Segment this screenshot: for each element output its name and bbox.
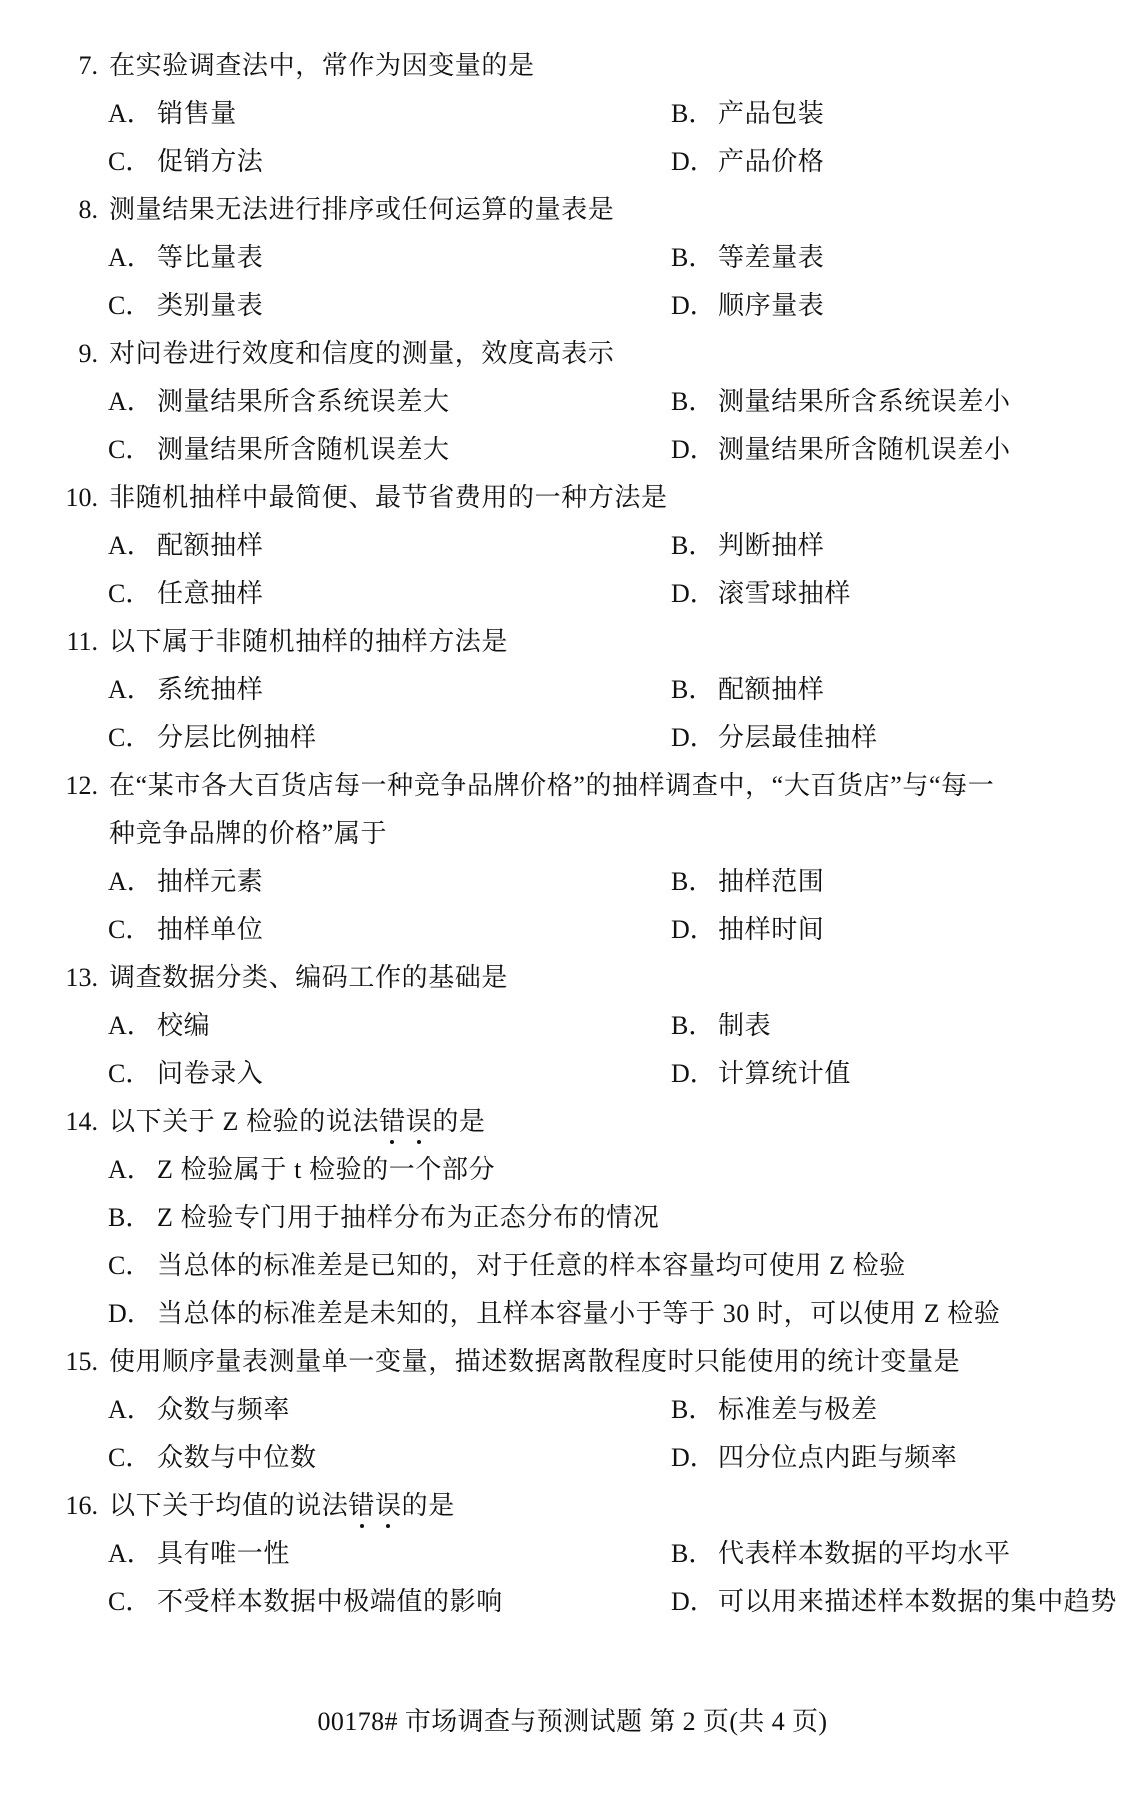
stem-text: 以下关于 Z 检验的说法: [109, 1107, 380, 1136]
option-label-c: C．: [108, 291, 152, 320]
question-number: 8.: [78, 195, 98, 224]
option-label-c: C．: [108, 1443, 152, 1472]
option-row: [0, 522, 1145, 570]
option-c: 任意抽样: [157, 579, 264, 608]
question-number: 14.: [65, 1107, 98, 1136]
option-label-a: A．: [108, 1539, 153, 1568]
option-a: 销售量: [157, 99, 237, 128]
option-label-a: A．: [108, 675, 153, 704]
option-d: 当总体的标准差是未知的，且样本容量小于等于 30 时，可以使用 Z 检验: [157, 1299, 1001, 1328]
option-row: [0, 906, 1145, 954]
stem-text: 的是: [401, 1491, 455, 1520]
question-stem-continued: 种竞争品牌的价格”属于: [109, 819, 388, 848]
option-d: 分层最佳抽样: [718, 723, 878, 752]
question-number: 16.: [65, 1491, 98, 1520]
question-7: [0, 42, 1145, 90]
option-label-a: A．: [108, 1011, 153, 1040]
question-number: 11.: [66, 627, 98, 656]
option-row: [0, 234, 1145, 282]
question-stem: 测量结果无法进行排序或任何运算的量表是: [109, 195, 615, 224]
option-row: [0, 282, 1145, 330]
option-label-d: D．: [671, 435, 716, 464]
option-c: 促销方法: [157, 147, 264, 176]
option-row: [0, 714, 1145, 762]
option-a: 抽样元素: [157, 867, 264, 896]
option-d: 滚雪球抽样: [718, 579, 852, 608]
option-label-b: B．: [671, 243, 715, 272]
question-14: [0, 1098, 1145, 1146]
option-b: 等差量表: [718, 243, 825, 272]
option-row: [0, 858, 1145, 906]
option-label-b: B．: [671, 675, 715, 704]
option-c: 测量结果所含随机误差大: [157, 435, 450, 464]
option-label-d: D．: [671, 579, 716, 608]
emphasis-mark: 误: [375, 1491, 402, 1520]
option-d: 可以用来描述样本数据的集中趋势: [718, 1587, 1118, 1616]
option-label-d: D．: [671, 1587, 716, 1616]
option-label-d: D．: [671, 1059, 716, 1088]
option-label-a: A．: [108, 867, 153, 896]
option-label-c: C．: [108, 1587, 152, 1616]
question-15: [0, 1338, 1145, 1386]
stem-text: 以下关于均值的说法: [109, 1491, 349, 1520]
question-stem: 非随机抽样中最简便、最节省费用的一种方法是: [109, 483, 668, 512]
stem-text: 的是: [432, 1107, 486, 1136]
option-label-a: A．: [108, 99, 153, 128]
option-c: 众数与中位数: [157, 1443, 317, 1472]
option-label-b: B．: [671, 531, 715, 560]
option-row: [0, 90, 1145, 138]
option-label-d: D．: [671, 915, 716, 944]
question-number: 7.: [78, 51, 98, 80]
question-number: 10.: [65, 483, 98, 512]
question-stem: 调查数据分类、编码工作的基础是: [109, 963, 509, 992]
option-d: 测量结果所含随机误差小: [718, 435, 1011, 464]
question-stem: 在实验调查法中，常作为因变量的是: [109, 51, 535, 80]
option-label-b: B．: [671, 1539, 715, 1568]
question-stem: 使用顺序量表测量单一变量，描述数据离散程度时只能使用的统计变量是: [109, 1347, 961, 1376]
option-b: 抽样范围: [718, 867, 825, 896]
option-d: 四分位点内距与频率: [718, 1443, 958, 1472]
option-a: 众数与频率: [157, 1395, 291, 1424]
option-row: [0, 426, 1145, 474]
option-d: 计算统计值: [718, 1059, 852, 1088]
option-label-c: C．: [108, 1059, 152, 1088]
option-row: [0, 138, 1145, 186]
option-row: [0, 1290, 1145, 1338]
option-label-c: C．: [108, 723, 152, 752]
question-11: [0, 618, 1145, 666]
option-b: 制表: [718, 1011, 772, 1040]
option-label-a: A．: [108, 1155, 153, 1184]
option-b: 标准差与极差: [718, 1395, 878, 1424]
option-c: 问卷录入: [157, 1059, 264, 1088]
option-label-a: A．: [108, 531, 153, 560]
page-footer: 00178# 市场调查与预测试题 第 2 页(共 4 页): [317, 1707, 828, 1736]
option-label-b: B．: [108, 1203, 152, 1232]
option-a: Z 检验属于 t 检验的一个部分: [157, 1155, 496, 1184]
option-label-c: C．: [108, 915, 152, 944]
option-b: 测量结果所含系统误差小: [718, 387, 1011, 416]
option-a: 具有唯一性: [157, 1539, 291, 1568]
option-b: 产品包装: [718, 99, 825, 128]
option-row: [0, 666, 1145, 714]
option-a: 系统抽样: [157, 675, 264, 704]
option-b: Z 检验专门用于抽样分布为正态分布的情况: [157, 1203, 660, 1232]
option-row: [0, 1242, 1145, 1290]
question-number: 15.: [65, 1347, 98, 1376]
question-12-continued: [0, 810, 1145, 858]
question-stem: 以下属于非随机抽样的抽样方法是: [109, 627, 509, 656]
option-row: [0, 1530, 1145, 1578]
option-b: 代表样本数据的平均水平: [718, 1539, 1011, 1568]
option-c: 分层比例抽样: [157, 723, 317, 752]
question-stem: 在“某市各大百货店每一种竞争品牌价格”的抽样调查中，“大百货店”与“每一: [109, 771, 995, 800]
option-label-d: D．: [671, 1443, 716, 1472]
option-label-b: B．: [671, 387, 715, 416]
option-label-b: B．: [671, 1395, 715, 1424]
option-c: 类别量表: [157, 291, 264, 320]
option-row: [0, 1194, 1145, 1242]
option-label-a: A．: [108, 1395, 153, 1424]
option-label-c: C．: [108, 435, 152, 464]
question-stem: [109, 1482, 455, 1530]
option-row: [0, 1434, 1145, 1482]
option-c: 抽样单位: [157, 915, 264, 944]
option-label-c: C．: [108, 1251, 152, 1280]
option-a: 配额抽样: [157, 531, 264, 560]
question-number: 12.: [65, 771, 98, 800]
option-row: [0, 378, 1145, 426]
option-a: 测量结果所含系统误差大: [157, 387, 450, 416]
option-label-d: D．: [671, 723, 716, 752]
option-label-a: A．: [108, 387, 153, 416]
emphasis-mark: 错: [379, 1107, 406, 1136]
option-label-d: D．: [108, 1299, 153, 1328]
option-label-d: D．: [671, 147, 716, 176]
question-10: [0, 474, 1145, 522]
option-label-a: A．: [108, 243, 153, 272]
emphasis-mark: 错: [348, 1491, 376, 1520]
option-label-b: B．: [671, 1011, 715, 1040]
option-b: 配额抽样: [718, 675, 825, 704]
question-13: [0, 954, 1145, 1002]
question-number: 13.: [65, 963, 98, 992]
question-stem: [109, 1098, 486, 1146]
option-label-c: C．: [108, 147, 152, 176]
option-a: 等比量表: [157, 243, 264, 272]
option-b: 判断抽样: [718, 531, 825, 560]
option-label-d: D．: [671, 291, 716, 320]
option-d: 产品价格: [718, 147, 825, 176]
option-row: [0, 1002, 1145, 1050]
question-16: [0, 1482, 1145, 1530]
option-row: [0, 570, 1145, 618]
option-d: 抽样时间: [718, 915, 825, 944]
option-label-c: C．: [108, 579, 152, 608]
option-row: [0, 1578, 1145, 1626]
option-c: 当总体的标准差是已知的，对于任意的样本容量均可使用 Z 检验: [157, 1251, 906, 1280]
emphasis-mark: 误: [405, 1107, 433, 1136]
option-row: [0, 1050, 1145, 1098]
option-d: 顺序量表: [718, 291, 825, 320]
question-8: [0, 186, 1145, 234]
option-a: 校编: [157, 1011, 211, 1040]
question-12: [0, 762, 1145, 810]
option-row: [0, 1386, 1145, 1434]
option-label-b: B．: [671, 99, 715, 128]
question-stem: 对问卷进行效度和信度的测量，效度高表示: [109, 339, 615, 368]
question-number: 9.: [78, 339, 98, 368]
question-9: [0, 330, 1145, 378]
option-label-b: B．: [671, 867, 715, 896]
option-row: [0, 1146, 1145, 1194]
option-c: 不受样本数据中极端值的影响: [157, 1587, 503, 1616]
